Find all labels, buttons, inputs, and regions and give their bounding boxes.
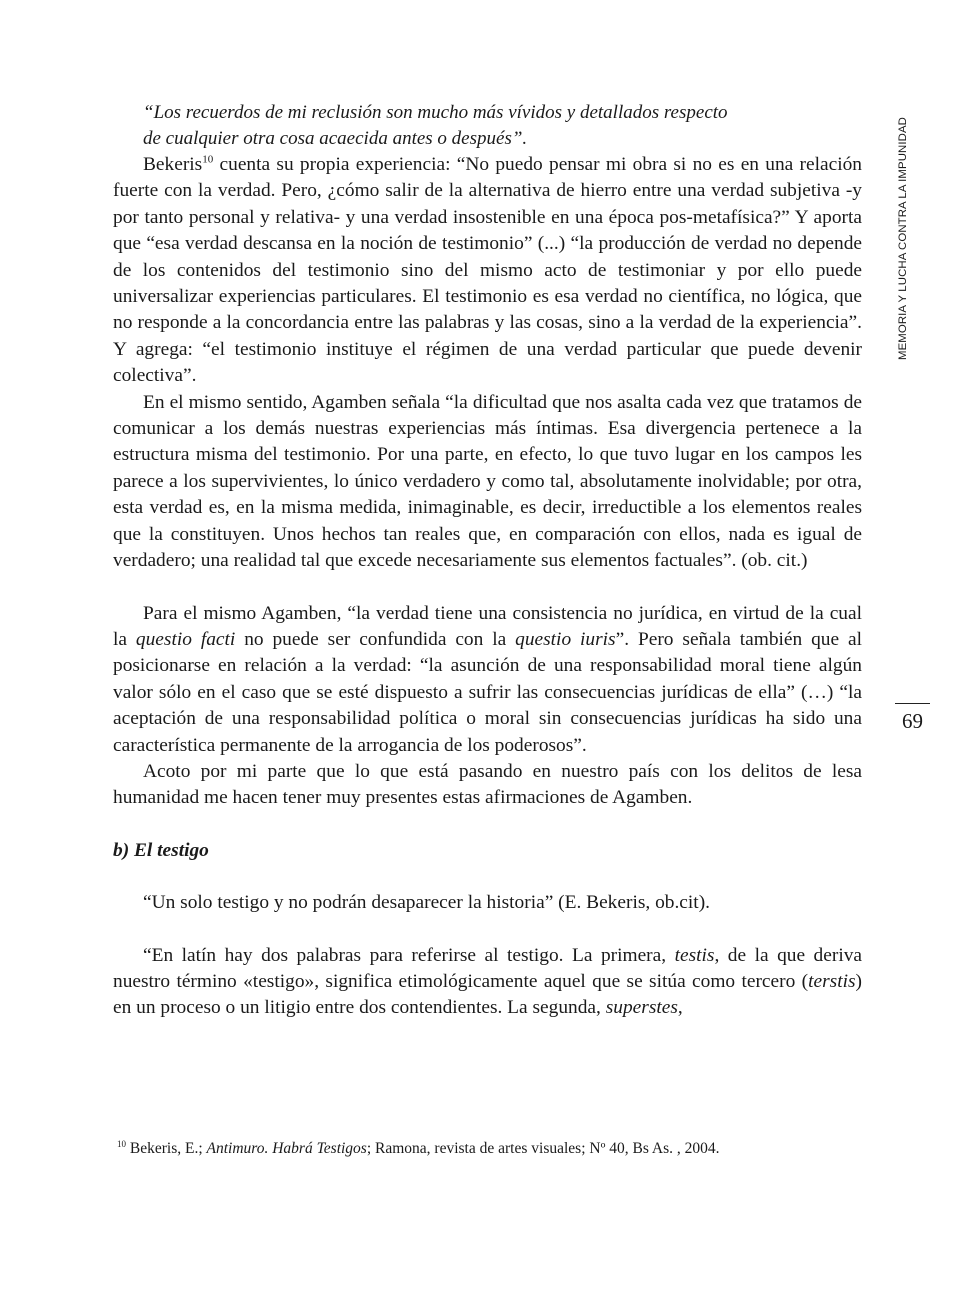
body-text	[113, 100, 862, 1022]
footnote-ref-10[interactable]: 10	[202, 153, 214, 166]
footnote-number: 10	[117, 1138, 126, 1149]
bekeris-author: Bekeris	[143, 154, 203, 175]
epigraph: “Un solo testigo y no podrán desaparecer la historia” (E. Bekeris, ob.cit).	[143, 892, 710, 914]
opening-quote-line-2: de cualquier otra cosa acaecida antes o después”.	[143, 128, 528, 149]
paragraph-latin: “En latín hay dos palabras para referirse al testigo. La primera, testis, de la que deriva nuestro término «testigo», significa etimológicamente aquel que se sitúa como tercero (terstis) en un proceso o un litigio entre dos contendientes. La segunda, superstes,	[113, 944, 863, 1019]
paragraph-bekeris-text: cuenta su propia experiencia: “No puedo pensar mi obra si no es en una relación fuerte con la verdad. Pero, ¿cómo salir de la alternativa de hierro entre una verdad subjetiva -y por tanto personal y relativa- y una verdad insostenible en una época pos-metafísica?” Y aporta que “esa verdad descansa en la noción de testimonio” (...) “la producción de verdad no depende de los contenidos del testimonio sino del mismo acto de testimoniar y por ello puede universalizar experiencias particulares. El testimonio es esa verdad no científica, no lógica, que no responde a la concordancia entre las palabras y las cosas, sino a la verdad de la experiencia”. Y agrega: “el testimonio instituye el régimen de una verdad particular que puede devenir colectiva”.	[113, 154, 862, 387]
opening-quote	[113, 100, 862, 152]
paragraph-agamben-1: En el mismo sentido, Agamben señala “la dificultad que nos asalta cada vez que tratamos de comunicar a los demás nuestras experiencias más íntimas. Esa divergencia pertenece a la estructura misma del testimonio. Por una parte, en efecto, lo que tuvo lugar en los campos les parece a los supervivientes, lo único verdadero y como tal, absolutamente inolvidable; por otra, esta verdad es, en la misma medida, inimaginable, es decir, irreductible a los elementos reales que la constituyen. Unos hechos tan reales que, en comparación con ellos, nada es igual de verdadero; una realidad tal que excede necesariamente sus elementos factuales”. (ob. cit.)	[113, 391, 862, 572]
paragraph-acoto: Acoto por mi parte que lo que está pasando en nuestro país con los delitos de lesa humanidad me hacen tener muy presentes estas afirmaciones de Agamben.	[113, 760, 862, 809]
section-heading: b) El testigo	[113, 839, 209, 861]
term-superstes: superstes	[605, 997, 678, 1019]
term-testis: testis	[674, 944, 715, 966]
term-questio-facti: questio facti	[135, 628, 236, 650]
term-questio-iuris: questio iuris	[515, 628, 616, 650]
page-number: 69	[902, 709, 923, 733]
paragraph-agamben-2: Para el mismo Agamben, “la verdad tiene una consistencia no jurídica, en virtud de la cual la questio facti no puede ser confundida con la questio iuris”. Pero señala también que al posicionarse en relación a la verdad: “la asunción de una responsabilidad moral tiene algún valor sólo en el caso que se esté dispuesto a sufrir las consecuencias jurídicas de ella” (…) “la aceptación de una responsabilidad política o moral sin consecuencias jurídicas ha sido una característica permanente de la arrogancia de los poderosos”.	[113, 602, 863, 756]
opening-quote-line-1: “Los recuerdos de mi reclusión son mucho más vívidos y detallados respecto	[143, 102, 728, 123]
page-number-rule	[895, 703, 930, 704]
running-head: MEMORIA Y LUCHA CONTRA LA IMPUNIDAD	[897, 117, 909, 360]
paragraph-bekeris	[113, 152, 862, 390]
footnote-10: $^{10}$ Bekeris, E.; Antimuro. Habrá Testigos; Ramona, revista de artes visuales; Nº 40, Bs As. , 2004.	[117, 1138, 720, 1157]
term-terstis: terstis	[808, 970, 856, 992]
footnote-title: Antimuro. Habrá Testigos	[206, 1140, 367, 1157]
